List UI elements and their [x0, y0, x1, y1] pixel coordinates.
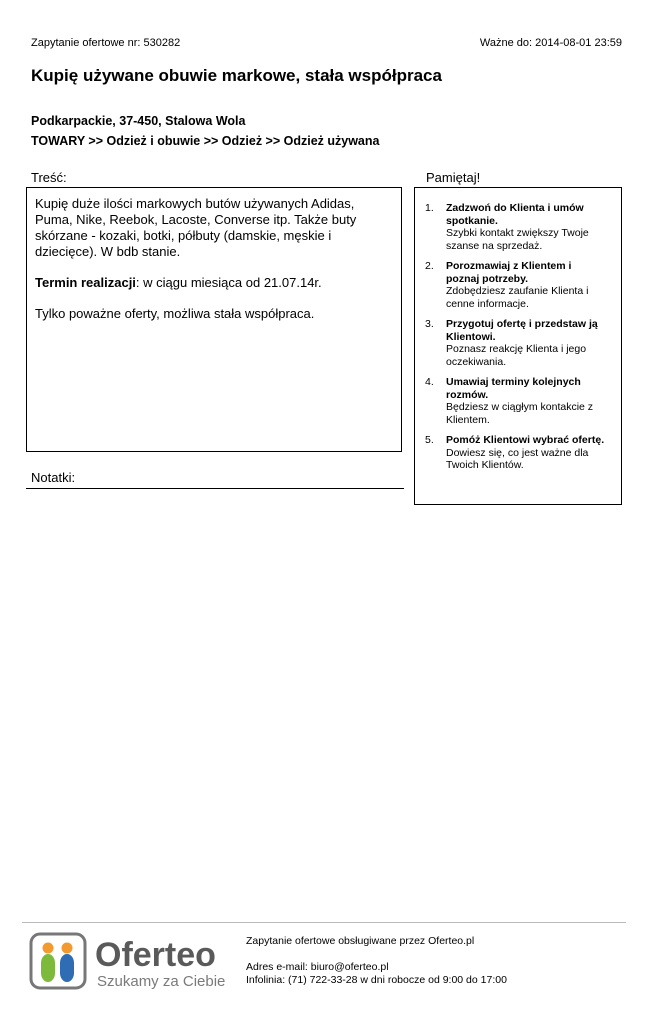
- logo-frame: [31, 934, 85, 988]
- remember-label: Pamiętaj!: [426, 170, 481, 185]
- notes-line: [26, 488, 404, 489]
- tip-heading: Pomóż Klientowi wybrać ofertę.: [446, 434, 605, 446]
- tip-item: [425, 318, 607, 368]
- tips-list: [425, 202, 607, 472]
- tip-number: 1.: [425, 202, 434, 214]
- tip-number: 4.: [425, 376, 434, 388]
- tip-heading: Zadzwoń do Klienta i umów spotkanie.: [446, 202, 584, 227]
- category-breadcrumb: TOWARY >> Odzież i obuwie >> Odzież >> Odzież używana: [31, 134, 380, 148]
- footer-email: Adres e-mail: biuro@oferteo.pl: [246, 961, 389, 973]
- tip-item: [425, 376, 607, 426]
- page-title: Kupię używane obuwie markowe, stała współpraca: [31, 66, 442, 85]
- term-value: : w ciągu miesiąca od 21.07.14r.: [135, 275, 322, 290]
- tip-text: Zdobędziesz zaufanie Klienta i cenne informacje.: [446, 285, 589, 310]
- logo-person-green-body: [41, 954, 55, 982]
- tip-text: Szybki kontakt zwiększy Twoje szanse na sprzedaż.: [446, 227, 589, 252]
- content-body: Kupię duże ilości markowych butów używanych Adidas, Puma, Nike, Reebok, Lacoste, Converse itp. Także buty skórzane - kozaki, botki, półbuty (damskie, męskie i dziecięce). W bdb stanie.: [35, 196, 357, 259]
- tip-number: 2.: [425, 260, 434, 272]
- tip-text: Dowiesz się, co jest ważne dla Twoich Klientów.: [446, 446, 589, 471]
- notes-label: Notatki:: [31, 470, 76, 485]
- tip-number: 3.: [425, 318, 434, 330]
- tip-item: [425, 434, 607, 472]
- term-label: Termin realizacji: [35, 275, 136, 290]
- tip-item: [425, 260, 607, 310]
- content-box: [26, 187, 402, 452]
- logo-wordmark: Oferteo: [95, 936, 216, 974]
- footer-hotline: Infolinia: (71) 722-33-28 w dni robocze od 9:00 do 17:00: [246, 974, 507, 986]
- request-number: Zapytanie ofertowe nr: 530282: [31, 37, 181, 49]
- footer-divider: [22, 922, 626, 923]
- logo-person-blue-body: [60, 954, 74, 982]
- term-paragraph: [35, 275, 393, 291]
- valid-until: Ważne do: 2014-08-01 23:59: [479, 37, 622, 49]
- tip-item: [425, 202, 607, 252]
- logo-tagline: Szukamy za Ciebie: [97, 973, 226, 990]
- remember-box: [414, 187, 622, 505]
- tip-heading: Przygotuj ofertę i przedstaw ją Klientowi.: [446, 318, 598, 343]
- oferteo-logo: [29, 931, 237, 993]
- footer-handled-by: Zapytanie ofertowe obsługiwane przez Oferteo.pl: [246, 935, 475, 947]
- tip-heading: Porozmawiaj z Klientem i poznaj potrzeby.: [446, 260, 572, 285]
- tip-number: 5.: [425, 434, 434, 446]
- location: Podkarpackie, 37-450, Stalowa Wola: [31, 114, 246, 128]
- content-closing: Tylko poważne oferty, możliwa stała współpraca.: [35, 306, 315, 321]
- logo-person-orange-head: [62, 943, 73, 954]
- tip-heading: Umawiaj terminy kolejnych rozmów.: [446, 376, 581, 401]
- logo-person-orange-head: [43, 943, 54, 954]
- tip-text: Będziesz w ciągłym kontakcie z Klientem.: [446, 401, 594, 426]
- content-label: Treść:: [31, 170, 67, 185]
- tip-text: Poznasz reakcję Klienta i jego oczekiwania.: [446, 343, 587, 368]
- footer-contact: [246, 935, 507, 987]
